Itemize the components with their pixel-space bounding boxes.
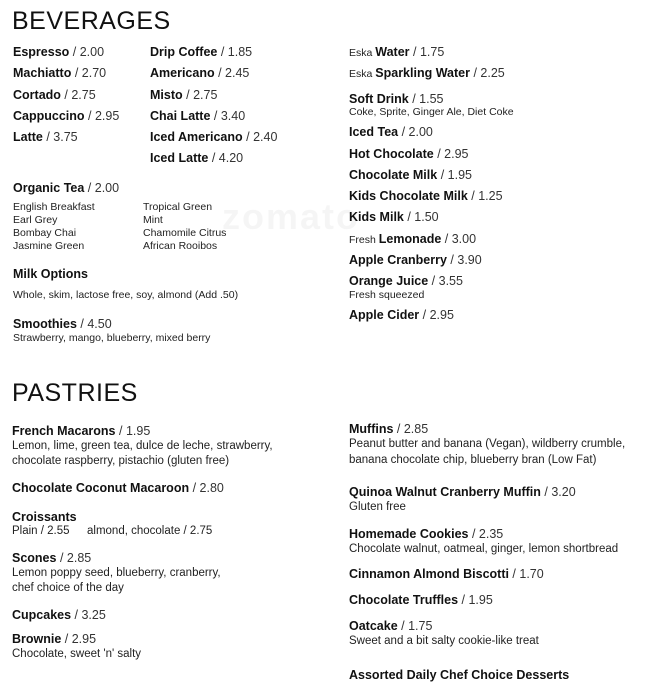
menu-item-apple-cranberry: Apple Cranberry / 3.90 bbox=[349, 253, 482, 267]
tea-option: English Breakfast bbox=[13, 201, 95, 213]
menu-item-hot-chocolate: Hot Chocolate / 2.95 bbox=[349, 147, 469, 161]
menu-item-scones: Scones / 2.85 bbox=[12, 551, 92, 565]
menu-item-smoothies: Smoothies / 4.50 bbox=[13, 317, 112, 331]
tea-option: Chamomile Citrus bbox=[143, 227, 227, 239]
scones-desc-1: Lemon poppy seed, blueberry, cranberry, bbox=[12, 567, 221, 579]
tea-option: Jasmine Green bbox=[13, 240, 85, 252]
menu-item-cortado: Cortado / 2.75 bbox=[13, 88, 96, 102]
menu-item-sparkling-water: Eska Sparkling Water / 2.25 bbox=[349, 66, 505, 80]
tea-option: Tropical Green bbox=[143, 201, 213, 213]
soft-drink-desc: Coke, Sprite, Ginger Ale, Diet Coke bbox=[349, 106, 514, 118]
tea-option: Mint bbox=[143, 214, 163, 226]
menu-item-iced-latte: Iced Latte / 4.20 bbox=[150, 151, 244, 165]
menu-item-espresso: Espresso / 2.00 bbox=[13, 45, 105, 59]
scones-desc-2: chef choice of the day bbox=[12, 582, 124, 594]
menu-item-water: Eska Water / 1.75 bbox=[349, 45, 445, 59]
menu-item-homemade-cookies: Homemade Cookies / 2.35 bbox=[349, 527, 504, 541]
menu-item-quinoa-walnut-cranberry-muffin: Quinoa Walnut Cranberry Muffin / 3.20 bbox=[349, 485, 576, 499]
milk-options-desc: Whole, skim, lactose free, soy, almond (Add .50) bbox=[13, 289, 239, 301]
croissants-plain: Plain / 2.55 bbox=[12, 525, 70, 537]
quinoa-muffin-desc: Gluten free bbox=[349, 501, 406, 513]
french-macarons-desc-2: chocolate raspberry, pistachio (gluten free) bbox=[12, 455, 230, 467]
oatcake-desc: Sweet and a bit salty cookie-like treat bbox=[349, 635, 539, 647]
menu-item-lemonade: Fresh Lemonade / 3.00 bbox=[349, 232, 477, 246]
menu-item-soft-drink: Soft Drink / 1.55 bbox=[349, 92, 444, 106]
muffins-desc-1: Peanut butter and banana (Vegan), wildberry crumble, bbox=[349, 438, 626, 450]
orange-juice-desc: Fresh squeezed bbox=[349, 289, 425, 301]
menu-item-kids-chocolate-milk: Kids Chocolate Milk / 1.25 bbox=[349, 189, 503, 203]
menu-item-cupcakes: Cupcakes / 3.25 bbox=[12, 608, 106, 622]
menu-item-iced-americano: Iced Americano / 2.40 bbox=[150, 130, 278, 144]
tea-option: Bombay Chai bbox=[13, 227, 77, 239]
brownie-desc: Chocolate, sweet 'n' salty bbox=[12, 648, 142, 660]
watermark bbox=[222, 196, 360, 238]
menu-item-kids-milk: Kids Milk / 1.50 bbox=[349, 210, 439, 224]
menu-item-chocolate-coconut-macaroon: Chocolate Coconut Macaroon / 2.80 bbox=[12, 481, 224, 495]
menu-item-cinnamon-almond-biscotti: Cinnamon Almond Biscotti / 1.70 bbox=[349, 567, 544, 581]
menu-item-machiatto: Machiatto / 2.70 bbox=[13, 66, 107, 80]
menu-item-chocolate-milk: Chocolate Milk / 1.95 bbox=[349, 168, 472, 182]
menu-item-brownie: Brownie / 2.95 bbox=[12, 632, 97, 646]
menu-item-croissants: Croissants bbox=[12, 510, 77, 524]
menu-item-milk-options: Milk Options bbox=[13, 267, 88, 281]
homemade-cookies-desc: Chocolate walnut, oatmeal, ginger, lemon shortbread bbox=[349, 543, 619, 555]
muffins-desc-2: banana chocolate chip, blueberry bran (Low Fat) bbox=[349, 454, 597, 466]
menu-item-latte: Latte / 3.75 bbox=[13, 130, 78, 144]
menu-item-chai-latte: Chai Latte / 3.40 bbox=[150, 109, 246, 123]
menu-item-muffins: Muffins / 2.85 bbox=[349, 422, 429, 436]
menu-item-cappuccino: Cappuccino / 2.95 bbox=[13, 109, 120, 123]
croissants-almond-chocolate: almond, chocolate / 2.75 bbox=[87, 525, 213, 537]
tea-option: African Rooibos bbox=[143, 240, 218, 252]
menu-item-iced-tea: Iced Tea / 2.00 bbox=[349, 125, 433, 139]
section-title-beverages: BEVERAGES bbox=[12, 7, 171, 35]
menu-item-misto: Misto / 2.75 bbox=[150, 88, 218, 102]
tea-option: Earl Grey bbox=[13, 214, 58, 226]
menu-item-chocolate-truffles: Chocolate Truffles / 1.95 bbox=[349, 593, 493, 607]
french-macarons-desc-1: Lemon, lime, green tea, dulce de leche, strawberry, bbox=[12, 440, 273, 452]
menu-item-drip-coffee: Drip Coffee / 1.85 bbox=[150, 45, 253, 59]
menu-item-americano: Americano / 2.45 bbox=[150, 66, 250, 80]
section-title-pastries: PASTRIES bbox=[12, 379, 138, 407]
menu-item-french-macarons: French Macarons / 1.95 bbox=[12, 424, 151, 438]
menu-item-oatcake: Oatcake / 1.75 bbox=[349, 619, 433, 633]
menu-item-organic-tea: Organic Tea / 2.00 bbox=[13, 181, 120, 195]
menu-item-assorted-desserts: Assorted Daily Chef Choice Desserts bbox=[349, 668, 570, 682]
menu-item-orange-juice: Orange Juice / 3.55 bbox=[349, 274, 463, 288]
smoothies-desc: Strawberry, mango, blueberry, mixed berry bbox=[13, 332, 211, 344]
menu-item-apple-cider: Apple Cider / 2.95 bbox=[349, 308, 454, 322]
